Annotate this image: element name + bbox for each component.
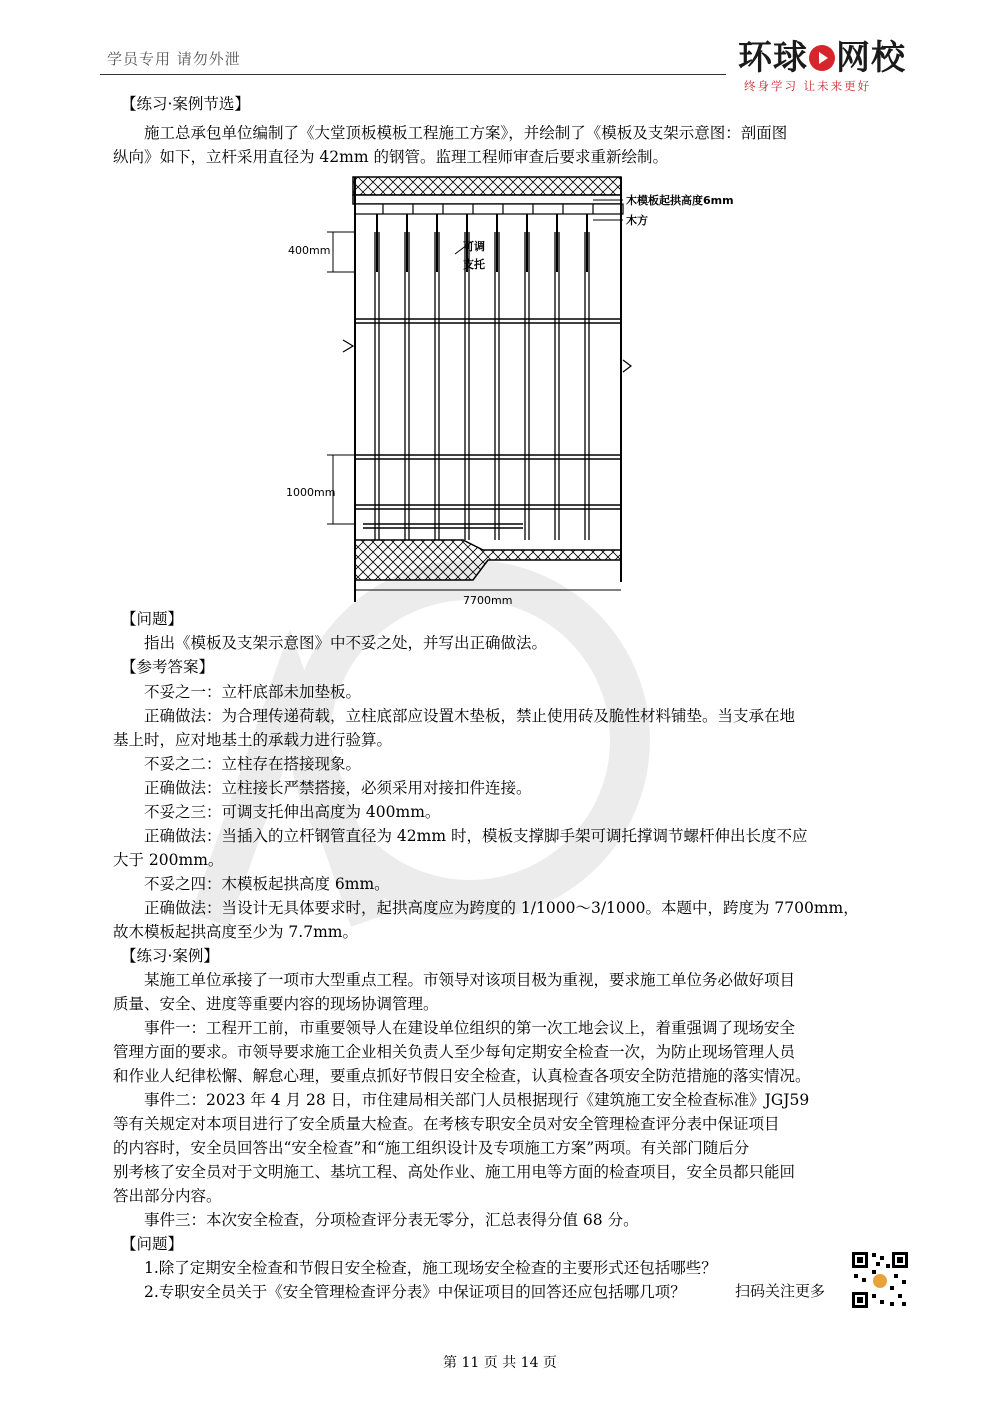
question-item: 1.除了定期安全检查和节假日安全检查，施工现场安全检查的主要形式还包括哪些？ [144,1259,717,1277]
paragraph-line: 事件三：本次安全检查，分项检查评分表无零分，汇总表得分值 68 分。 [144,1211,639,1229]
formwork-board [353,195,621,204]
question-heading: 【问题】 [121,610,184,628]
answer-line: 不妥之三：可调支托伸出高度为 400mm。 [144,803,441,821]
timber-blocks [355,204,623,214]
answer-line: 基上时，应对地基土的承载力进行验算。 [113,731,393,749]
logo-slogan: 终身学习 让未来更好 [744,79,872,93]
formwork-section-diagram [283,172,753,612]
label-timber: 木方 [626,214,648,227]
answer-line: 正确做法：当插入的立杆钢管直径为 42mm 时，模板支撑脚手架可调托撑调节螺杆伸出长度不应 [144,827,808,845]
answer-line: 不妥之一：立杆底部未加垫板。 [144,683,362,701]
answer-line: 大于 200mm。 [113,851,224,869]
answer-line: 正确做法：当设计无具体要求时，起拱高度应为跨度的 1/1000～3/1000。本题中，跨度为 7700mm， [144,899,859,917]
section-heading: 【练习·案例节选】 [121,95,250,113]
answer-heading: 【参考答案】 [121,658,215,676]
answer-line: 不妥之二：立柱存在搭接现象。 [144,755,362,773]
answer-line: 正确做法：立柱接长严禁搭接，必须采用对接扣件连接。 [144,779,532,797]
page-number: 第 11 页 共 14 页 [443,1355,557,1371]
label-adjustable-2: 支托 [463,258,485,271]
brand-logo [738,40,918,100]
slab-hatch [353,177,621,195]
label-400mm: 400mm [288,244,331,257]
paragraph-line: 别考核了安全员对于文明施工、基坑工程、高处作业、施工用电等方面的检查项目，安全员都只能回 [113,1163,796,1181]
paragraph-line: 和作业人纪律松懈、解怠心理，要重点抓好节假日安全检查，认真检查各项安全防范措施的落实情况。 [113,1067,811,1085]
paragraph-line: 管理方面的要求。市领导要求施工企业相关负责人至少每旬定期安全检查一次，为防止现场管理人员 [113,1043,796,1061]
paragraph-line: 质量、安全、进度等重要内容的现场协调管理。 [113,995,439,1013]
paragraph-line: 某施工单位承接了一项市大型重点工程。市领导对该项目极为重视，要求施工单位务必做好项目 [144,971,796,989]
header-note: 学员专用 请勿外泄 [107,50,241,68]
floor-slab [355,540,621,580]
label-camber: 木模板起拱高度6mm [626,194,734,207]
question-heading: 【问题】 [121,1235,184,1253]
header-rule [100,74,726,75]
paragraph-line: 的内容时，安全员回答出“安全检查”和“施工组织设计及专项施工方案”两项。有关部门随后分 [113,1139,750,1157]
qr-code-icon[interactable] [850,1250,910,1310]
ledgers [355,319,621,528]
answer-line: 故木模板起拱高度至少为 7.7mm。 [113,923,358,941]
paragraph-line: 施工总承包单位编制了《大堂顶板模板工程施工方案》，并绘制了《模板及支架示意图：剖面图 [144,124,788,142]
answer-line: 正确做法：为合理传递荷载，立柱底部应设置木垫板，禁止使用砖及脆性材料铺垫。当支承在地 [144,707,796,725]
answer-line: 不妥之四：木模板起拱高度 6mm。 [144,875,390,893]
label-1000mm: 1000mm [286,486,336,499]
logo-wordmark: 环球 网校 [738,38,906,78]
question-text: 指出《模板及支架示意图》中不妥之处，并写出正确做法。 [144,634,548,652]
paragraph-line: 等有关规定对本项目进行了安全质量大检查。在考核专职安全员对安全管理检查评分表中保证项目 [113,1115,780,1133]
uprights [375,232,589,540]
label-7700mm: 7700mm [463,594,513,607]
paragraph-line: 事件二：2023 年 4 月 28 日，市住建局相关部门人员根据现行《建筑施工安全检查标准》JGJ59 [144,1091,810,1109]
qr-label: 扫码关注更多 [735,1282,826,1300]
label-adjustable-1: 可调 [463,240,485,253]
paragraph-line: 纵向》如下，立杆采用直径为 42mm 的钢管。监理工程师审查后要求重新绘制。 [113,148,668,166]
paragraph-line: 事件一：工程开工前，市重要领导人在建设单位组织的第一次工地会议上，着重强调了现场安全 [144,1019,796,1037]
section-heading: 【练习·案例】 [121,947,219,965]
paragraph-line: 答出部分内容。 [113,1187,222,1205]
play-icon [809,45,835,71]
question-item: 2.专职安全员关于《安全管理检查评分表》中保证项目的回答还应包括哪几项？ [144,1283,686,1301]
